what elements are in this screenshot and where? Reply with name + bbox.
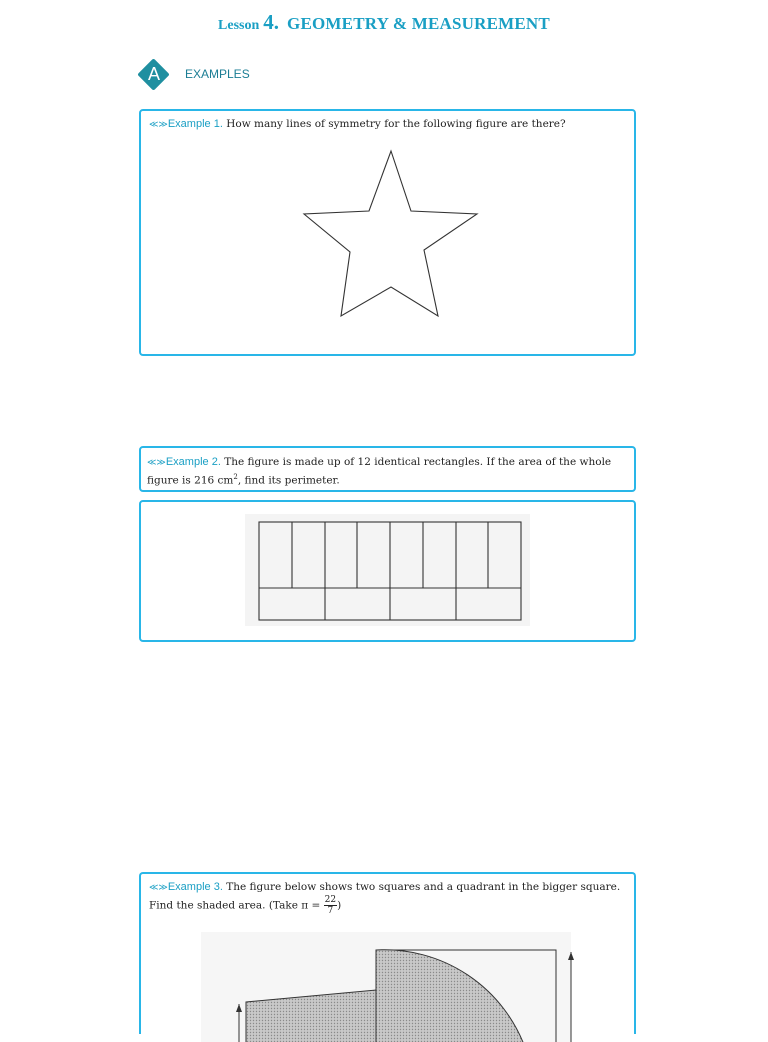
example-1-tag: ≪≫Example 1.	[149, 118, 223, 130]
pi-fraction: $\frac{22}{7}$	[324, 895, 337, 916]
example-3-box	[139, 872, 636, 1034]
example-1-text: How many lines of symmetry for the following figure are there?	[226, 118, 566, 130]
lesson-topic: GEOMETRY & MEASUREMENT	[287, 14, 550, 33]
example-3-tag: ≪≫Example 3.	[149, 881, 223, 893]
example-2-box	[139, 446, 636, 492]
lesson-title	[0, 10, 768, 35]
double-chevron-icon: ≪≫	[149, 882, 168, 892]
rectangles-figure	[245, 514, 530, 626]
section-letter: A	[147, 64, 160, 84]
example-1-question	[149, 117, 627, 132]
example-2-question	[147, 455, 629, 489]
squares-quadrant-figure	[201, 932, 591, 1042]
example-2-text: The figure is made up of 12 identical rectangles. If the area of the whole figure is 216 cm	[147, 456, 612, 487]
example-2-text-end: , find its perimeter.	[237, 474, 340, 487]
double-chevron-icon: ≪≫	[149, 119, 168, 129]
lesson-number: 4.	[263, 10, 280, 34]
example-2-figure-box	[139, 500, 636, 642]
example-1-box	[139, 109, 636, 356]
star-shape	[304, 151, 477, 316]
section-badge	[138, 59, 170, 91]
section-label: EXAMPLES	[185, 67, 250, 81]
star-figure	[300, 147, 480, 319]
example-3-text: The figure below shows two squares and a quadrant in the bigger square. Find the shaded area. (Take π =	[149, 881, 621, 912]
figure-background	[245, 514, 530, 626]
example-3-text-end: )	[337, 899, 342, 912]
example-3-question	[149, 880, 627, 916]
example-2-tag: ≪≫Example 2.	[147, 456, 221, 468]
double-chevron-icon: ≪≫	[147, 457, 166, 467]
example-2-sup: 2	[233, 473, 238, 481]
lesson-word: Lesson	[218, 18, 260, 33]
